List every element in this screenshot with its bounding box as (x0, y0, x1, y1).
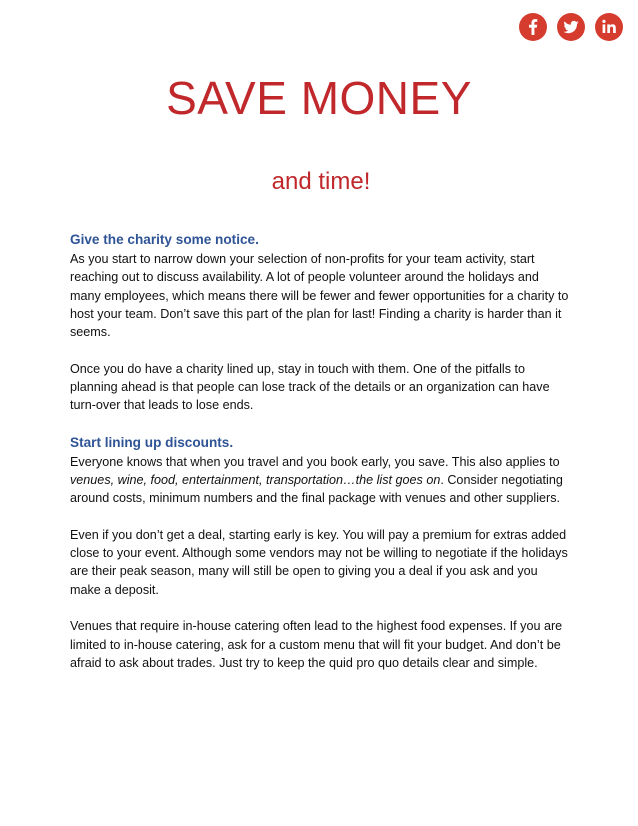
section-discounts (70, 433, 570, 673)
paragraph-text: Everyone knows that when you travel and you book early, you save. This also applies to (70, 454, 560, 469)
page-subtitle: and time! (271, 168, 371, 195)
section-heading: Give the charity some notice. (70, 232, 259, 247)
twitter-icon (557, 13, 585, 41)
facebook-button[interactable] (519, 13, 547, 41)
twitter-button[interactable] (557, 13, 585, 41)
page-title: SAVE MONEY (166, 72, 472, 124)
paragraph-text: . Consider negotiating around costs, minimum numbers and the final package with venues and other suppliers. (70, 472, 563, 506)
facebook-icon (519, 13, 547, 41)
linkedin-icon (595, 13, 623, 41)
paragraph (70, 453, 570, 508)
section-charity-notice (70, 230, 570, 415)
social-links (519, 13, 623, 41)
paragraph: Even if you don’t get a deal, starting early is key. You will pay a premium for extras added close to your event. Although some vendors may not be willing to negotiate if the holidays are their peak season, many will still be open to giving you a deal if you ask and you make a deposit. (70, 527, 568, 597)
linkedin-button[interactable] (595, 13, 623, 41)
paragraph: Venues that require in-house catering often lead to the highest food expenses. If you are limited to in-house catering, ask for a custom menu that will fit your budget. And don’t be afraid to ask about trades. Just try to keep the quid pro quo details clear and simple. (70, 619, 563, 670)
paragraph: Once you do have a charity lined up, stay in touch with them. One of the pitfalls to planning ahead is that people can lose track of the details or an organization can have turn-over that leads to lose ends. (70, 361, 550, 413)
article-body (70, 230, 570, 672)
emphasis-text: venues, wine, food, entertainment, transportation…the list goes on (70, 472, 441, 487)
paragraph: As you start to narrow down your selection of non-profits for your team activity, start reaching out to discuss availability. A lot of people volunteer around the holidays and many employees, which means there will be fewer and fewer opportunities for a charity to host your team. Don’t save this part of the plan for last! Finding a charity is harder than it seems. (70, 252, 569, 340)
section-heading: Start lining up discounts. (70, 434, 234, 450)
